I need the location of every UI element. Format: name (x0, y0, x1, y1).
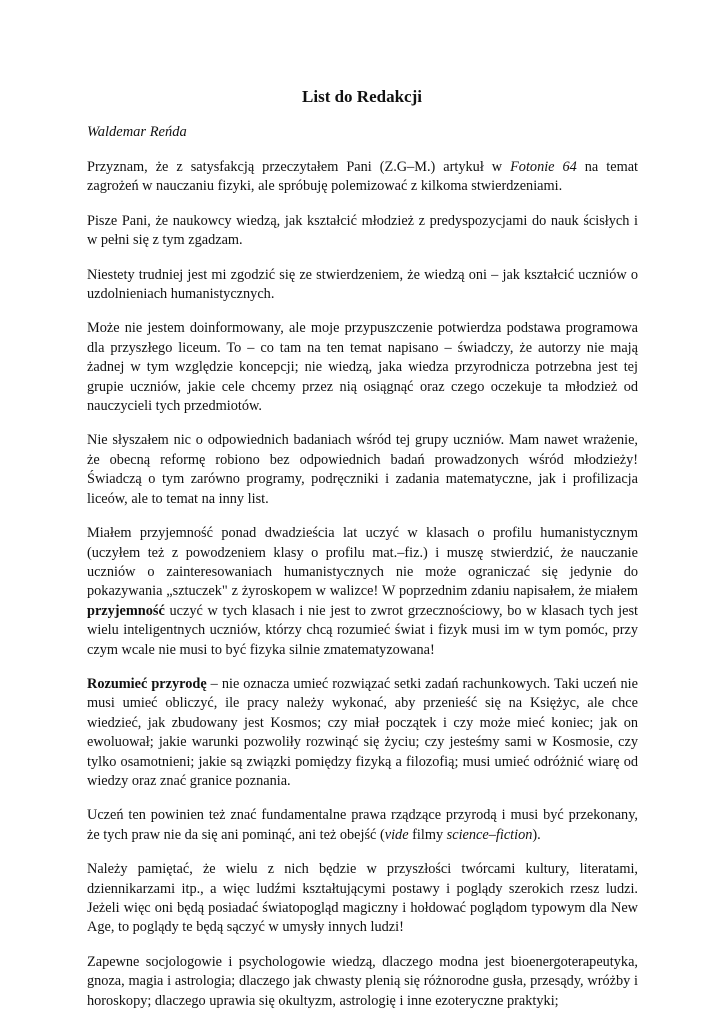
paragraph-8-text-c: ). (532, 826, 541, 843)
paragraph-3: Niestety trudniej jest mi zgodzić się ze stwierdzeniem, że wiedzą oni – jak kształcić uczniów o uzdolnieniach humanistycznych. (87, 266, 638, 303)
page-title: List do Redakcji (302, 87, 422, 106)
emphasis-przyjemnosc: przyjemność (87, 602, 165, 619)
paragraph-9: Należy pamiętać, że wielu z nich będzie w przyszłości twórcami kultury, literatami, dziennikarzami itp., a więc ludźmi kształtującymi postawy i poglądy szerokich rzesz ludzi. Jeżeli więc oni będą posiadać światopogląd magiczny i hołdować poglądom typowym dla New Age, to poglądy te będą sączyć w umysły innych ludzi! (87, 861, 638, 936)
paragraph-6 (87, 524, 638, 660)
paragraph-2: Pisze Pani, że naukowcy wiedzą, jak kształcić młodzież z predyspozycjami do nauk ścisłych i w pełni się z tym zgadzam. (87, 212, 638, 249)
paragraph-1 (87, 158, 638, 197)
paragraph-6-text-b: uczyć w tych klasach i nie jest to zwrot grzecznościowy, bo w klasach tych jest wielu inteligentnych uczniów, którzy chcą rozumieć świat i fizyk musi im w tym pomóc, przy czym wcale nie musi to być fizyka silnie zmatematyzowana! (87, 602, 638, 658)
paragraph-7-text: – nie oznacza umieć rozwiązać setki zadań rachunkowych. Taki uczeń nie musi umieć obliczyć, ile pracy należy wykonać, aby przenieść się na Księżyc, ale chce wiedzieć, jak zbudowany jest Kosmos; czy miał początek i czy może mieć koniec; jak on ewoluował; jakie warunki pozwoliły rozwinąć się życiu; czy jesteśmy sami w Kosmosie, czy tylko osamotnieni; jakie są związki pomiędzy fizyką a filozofią; musi umieć odróżnić wiarę od wiedzy oraz znać granice poznania. (87, 675, 638, 789)
letter-body (87, 158, 638, 1011)
emphasis-rozumiec-przyrode: Rozumieć przyrodę (87, 675, 207, 692)
paragraph-8 (87, 806, 638, 845)
paragraph-8-text-a: Uczeń ten powinien też znać fundamentalne prawa rządzące przyrodą i musi być przekonany, że tych praw nie da się ani pominąć, ani też obejść ( (87, 807, 638, 843)
paragraph-5: Nie słyszałem nic o odpowiednich badaniach wśród tej grupy uczniów. Mam nawet wrażenie, że obecną reformę robiono bez odpowiednich badań prowadzonych wśród młodzieży! Świadczą o tym zarówno programy, podręczniki i zadania matematyczne, jak i profilizacja liceów, ale to temat na inny list. (87, 432, 638, 507)
paragraph-1-text-a: Przyznam, że z satysfakcją przeczytałem Pani (Z.G–M.) artykuł w (87, 159, 511, 175)
journal-title: Fotonie 64 (510, 159, 577, 175)
paragraph-4: Może nie jestem doinformowany, ale moje przypuszczenie potwierdza podstawa programowa dla przyszłego liceum. To – co tam na ten temat napisano – świadczy, że autorzy nie mają żadnej w tym względzie koncepcji; nie wiedzą, jaka wiedza przyrodnicza potrzebna jest tej grupie uczniów, jakie cele chcemy przez nią osiągnąć oraz czego oczekuje ta młodzież od nauczycieli tych przedmiotów. (87, 320, 638, 415)
paragraph-10: Zapewne socjologowie i psychologowie wiedzą, dlaczego modna jest bioenergoterapeutyka, gnoza, magia i astrologia; dlaczego jak chwasty plenią się różnorodne gusła, przesądy, wróżby i horoskopy; dlaczego uprawia się okultyzm, astrologię i inne ezoteryczne praktyki; (87, 953, 638, 1009)
vide-word: vide (384, 826, 409, 843)
paragraph-8-text-b: filmy (408, 826, 447, 843)
paragraph-1-text-b: na temat zagrożeń w nauczaniu fizyki, ale spróbuję polemizować z kilkoma stwierdzeniami. (87, 159, 639, 195)
paragraph-6-text-a: Miałem przyjemność ponad dwadzieścia lat uczyć w klasach o profilu humanistycznym (uczyłem też z powodzeniem klasy o profilu mat.–fiz.) i muszę stwierdzić, że nauczanie uczniów o zainteresowaniach humanistycznych nie może ograniczać się jedynie do pokazywania „sztuczek" z żyroskopem w walizce! W poprzednim zdaniu napisałem, że miałem (87, 525, 638, 600)
genre-science-fiction: science–fiction (446, 826, 533, 843)
author-name: Waldemar Reńda (87, 124, 187, 140)
paragraph-7 (87, 675, 638, 791)
